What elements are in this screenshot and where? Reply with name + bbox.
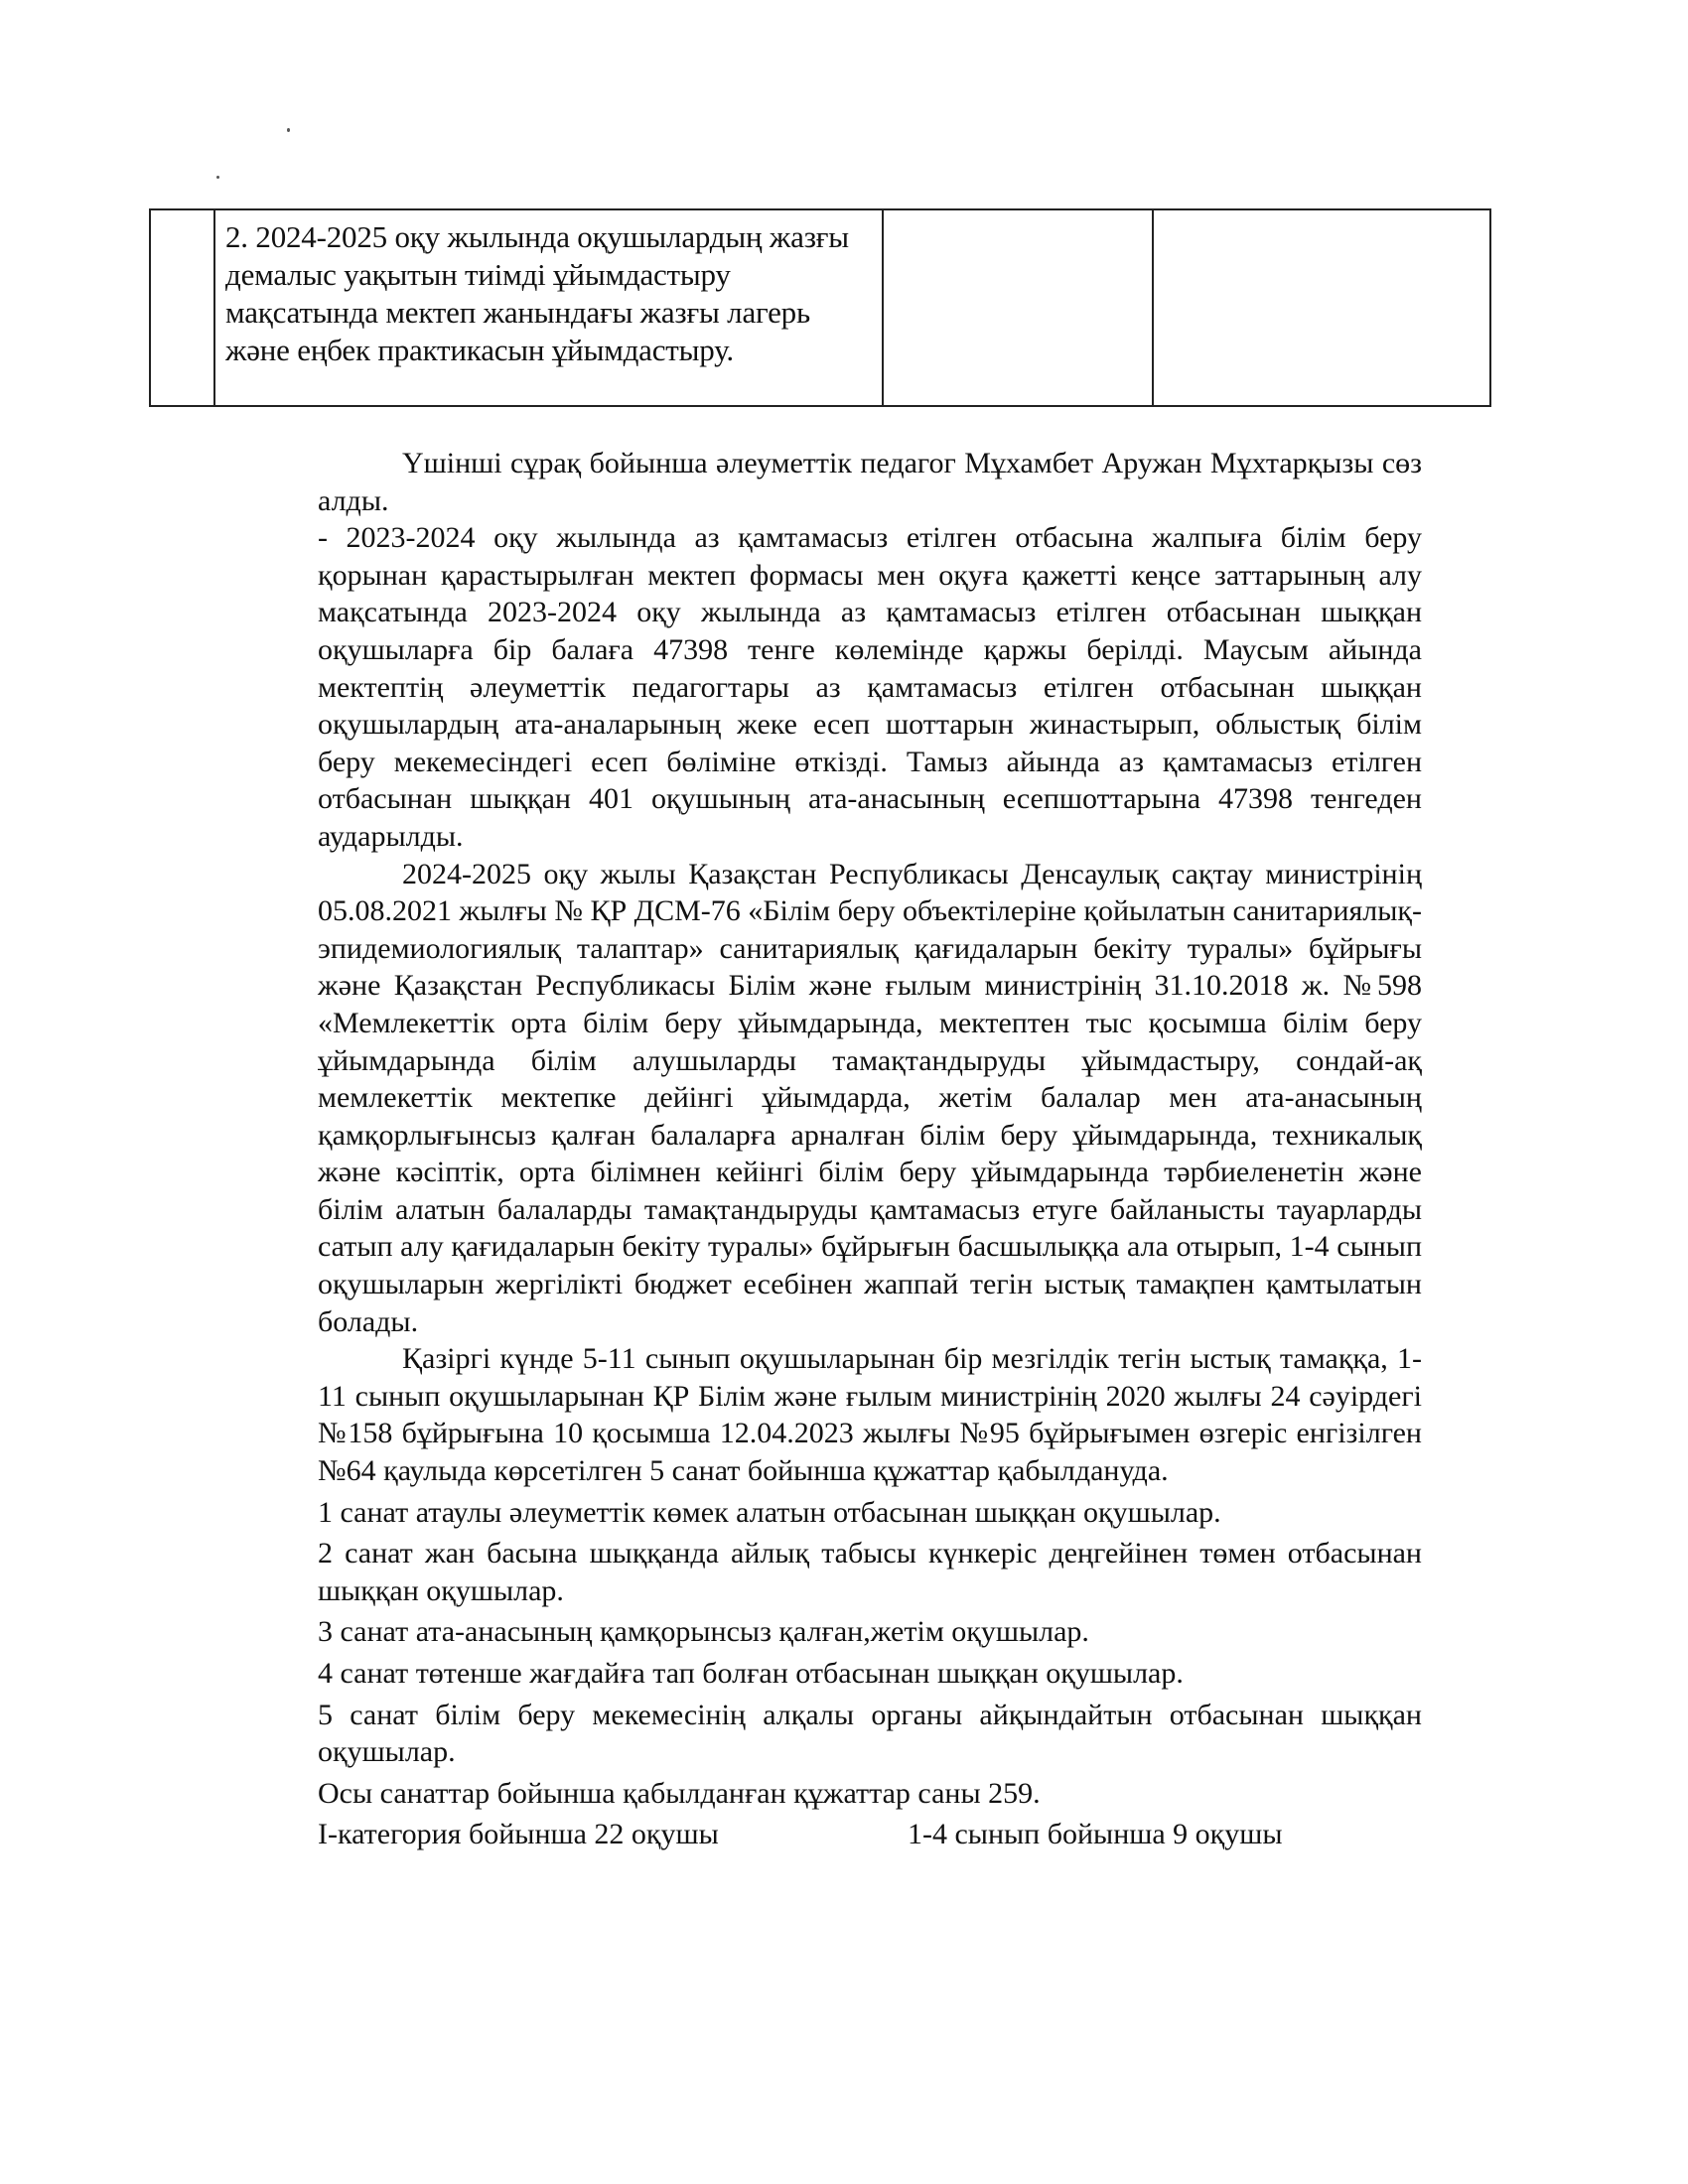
category-count-left: І-категория бойынша 22 оқушы — [318, 1818, 719, 1851]
table-cell-responsible — [1153, 209, 1490, 406]
paragraph-speaker: Үшінші сұрақ бойынша әлеуметтік педагог Мұхамбет Аружан Мұхтарқызы сөз алды. — [318, 447, 1422, 517]
scan-speck — [287, 128, 290, 132]
category-item: 3 санат ата-анасының қамқорынсыз қалған,жетім оқушылар. — [318, 1615, 1089, 1649]
paragraph-meals-order: 2024-2025 оқу жылы Қазақстан Республикасы Денсаулық сақтау министрінің 05.08.2021 жылғы № ҚР ДСМ-76 «Білім беру объектілеріне қойылатын санитариялық-эпидемиологиялық талаптар» санитариялық қағидаларын бекіту туралы» бұйрығы және Қазақстан Республикасы Білім және ғылым министрінің 31.10.2018 ж. №598 «Мемлекеттік орта білім беру ұйымдарында, мектептен тыс қосымша білім беру ұйымдарында білім алушыларды тамақтандыруды ұйымдастыру, сондай-ақ мемлекеттік мектепке дейінгі ұйымдарда, жетім балалар мен ата-анасының қамқорлығынсыз қалған балаларға арналған білім беру ұйымдарында, техникалық және кәсіптік, орта білімнен кейінгі білім беру ұйымдарында тәрбиеленетін және білім алатын балаларды тамақтандыруды қамтамасыз етуге байланысты тауарларды сатып алу қағидаларын бекіту туралы» бұйрығын басшылыққа ала отырып, 1-4 сынып оқушыларын жергілікті бюджет есебінен жаппай тегін ыстық тамақпен қамтылатын болады. — [318, 857, 1422, 1338]
table-cell-number — [150, 209, 214, 406]
document-body — [318, 445, 1422, 1853]
table-cell-text: 2. 2024-2025 оқу жылында оқушылардың жазғы демалыс уақытын тиімді ұйымдастыру мақсатында мектеп жанындағы жазғы лагерь және еңбек практикасын ұйымдастыру. — [225, 219, 849, 367]
scan-speck — [216, 176, 219, 179]
category-item: 5 санат білім беру мекемесінің алқалы органы айқындайтын отбасынан шыққан оқушылар. — [318, 1698, 1422, 1769]
paragraph-funding: - 2023-2024 оқу жылында аз қамтамасыз етілген отбасына жалпыға білім беру қорынан қарастырылған мектеп формасы мен оқуға қажетті кеңсе заттарының алу мақсатында 2023-2024 оқу жылында аз қамтамасыз етілген отбасынан шыққан оқушыларға бір балаға 47398 тенге көлемінде қаржы берілді. Маусым айында мектептің әлеуметтік педагогтары аз қамтамасыз етілген отбасынан шыққан оқушылардың ата-аналарының жеке есеп шоттарын жинастырып, облыстық білім беру мекемесіндегі есеп бөліміне өткізді. Тамыз айында аз қамтамасыз етілген отбасынан шыққан 401 оқушының ата-анасының есепшоттарына 47398 тенгеден аударылды. — [318, 521, 1422, 853]
summary-line: Осы санаттар бойынша қабылданған құжаттар саны 259. — [318, 1776, 1041, 1810]
category-item: 4 санат төтенше жағдайға тап болған отбасынан шыққан оқушылар. — [318, 1657, 1184, 1690]
category-item: 2 санат жан басына шыққанда айлық табысы күнкеріс деңгейінен төмен отбасынан шыққан оқушылар. — [318, 1537, 1422, 1607]
table-cell-date — [883, 209, 1153, 406]
category-count-line — [318, 1816, 1422, 1853]
paragraph-documents: Қазіргі күнде 5-11 сынып оқушыларынан бір мезгілдік тегін ыстық тамаққа, 1-11 сынып оқушыларынан ҚР Білім және ғылым министрінің 2020 жылғы 24 сәуірдегі №158 бұйрығына 10 қосымша 12.04.2023 жылғы №95 бұйрығымен өзгеріс енгізілген №64 қаулыда көрсетілген 5 санат бойынша құжаттар қабылдануда. — [318, 1342, 1422, 1488]
category-item: 1 санат атаулы әлеуметтік көмек алатын отбасынан шыққан оқушылар. — [318, 1495, 1221, 1529]
category-count-right: 1-4 сынып бойынша 9 оқушы — [908, 1818, 1283, 1851]
table-row — [150, 209, 1490, 406]
table-cell-event — [214, 209, 883, 406]
continuation-table — [149, 208, 1491, 407]
